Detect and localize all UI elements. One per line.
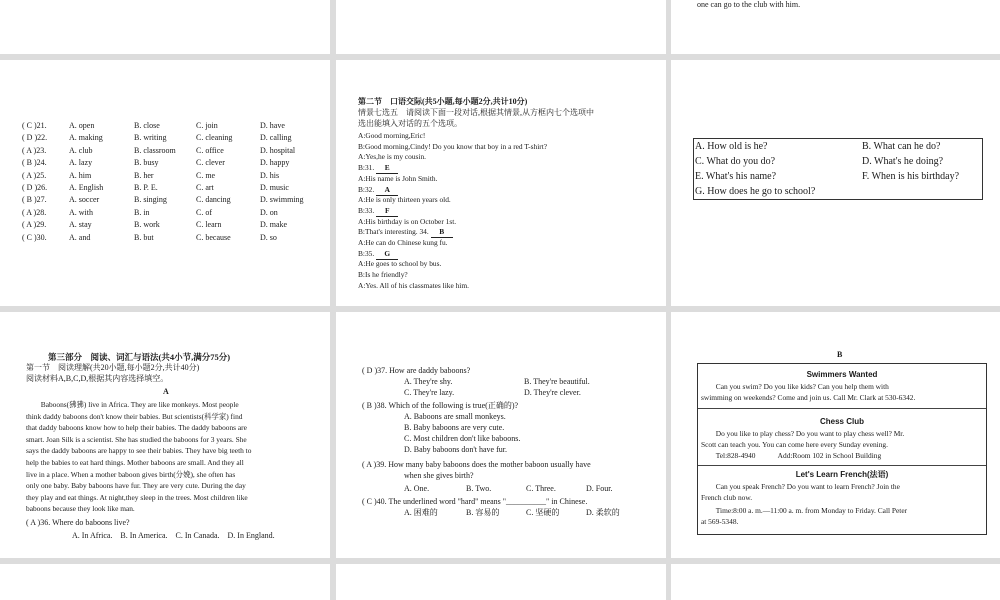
dialog-line-text: B:31. <box>358 163 375 173</box>
option-d: D. What's he doing? <box>862 156 944 167</box>
reading-subheading: 第一节 阅读理解(共20小题,每小题2分,共计40分) <box>26 363 200 372</box>
mc-option: B. classroom <box>134 145 176 155</box>
mc-option: C. because <box>196 232 231 242</box>
page-top-left <box>0 0 330 54</box>
mc-option: D. so <box>260 232 277 242</box>
mc-answer-key: ( B )27. <box>22 195 47 205</box>
mc-option: B. busy <box>134 158 159 168</box>
page-options <box>671 60 1000 306</box>
dialog-line <box>358 131 425 141</box>
dialog-line <box>358 227 453 238</box>
dialog-line-text: A:Yes,he is my cousin. <box>358 152 427 162</box>
reading-passage-line: help the babies to eat hard things. Mother baboons are small. And they all <box>26 458 244 467</box>
mc-option: C. cleaning <box>196 133 233 143</box>
reading-passage-line: says the daddy baboons are happy to see their babies. They have big teeth to <box>26 446 252 456</box>
reading-passage-line: they play and eat things. At night,they sleep in the trees. Most children like <box>26 492 248 502</box>
dialog-line <box>358 185 398 196</box>
dialog-heading: 第二节 口语交际(共5小题,每小题2分,共计10分) <box>358 97 528 106</box>
option-g: G. How does he go to school? <box>695 186 816 197</box>
options-box <box>693 138 983 200</box>
french-line-1: Can you speak French? Do you want to learn French? Join the <box>701 482 900 491</box>
mc-option: C. dancing <box>196 195 231 205</box>
mc-option: A. him <box>69 170 92 180</box>
mc-answer-key: ( D )22. <box>22 133 48 143</box>
option-c: C. What do you do? <box>695 156 776 167</box>
dialog-line-text: A:He can do Chinese kung fu. <box>358 238 448 247</box>
reading-passage-line: live in a place. When a mother baboon gives birth(分娩), she often has <box>26 469 236 479</box>
swim-title: Swimmers Wanted <box>806 370 878 379</box>
option-b: B. What can he do? <box>862 141 941 152</box>
dialog-line <box>358 206 398 217</box>
mc-answer-key: ( A )29. <box>22 220 47 230</box>
question-38: ( B )38. Which of the following is true(正确的)? <box>362 401 519 410</box>
page-ads <box>671 312 1000 558</box>
dialog-answer-blank: A <box>376 185 398 196</box>
question-40: ( C )40. The underlined word "hard" means "__________" in Chinese. <box>362 497 588 506</box>
chess-line-2: Scott can teach you. You can come here every Sunday evening. <box>701 440 888 449</box>
page-dialog <box>336 60 666 306</box>
mc-option: D. have <box>260 121 285 130</box>
mc-option: B. work <box>134 220 160 230</box>
option-f: F. When is his birthday? <box>862 171 960 182</box>
mc-option: D. calling <box>260 133 292 143</box>
dialog-instruction-1: 情景七选五 请阅读下面一段对话,根据其情景,从方框内七个选项中 <box>358 108 594 117</box>
dialog-answer-blank: F <box>376 206 398 217</box>
question-39-cont: when she gives birth? <box>404 471 474 480</box>
q38-option-d: D. Baby baboons don't have fur. <box>404 445 507 454</box>
dialog-line-text: A:Yes. All of his classmates like him. <box>358 280 469 290</box>
mc-option: D. music <box>260 183 289 192</box>
chess-line-3: Tel:828-4940 Add:Room 102 in School Building <box>701 451 882 460</box>
mc-option: B. but <box>134 232 154 242</box>
dialog-line-text: B:32. <box>358 184 375 194</box>
mc-answer-key: ( B )24. <box>22 158 47 168</box>
option-a: A. How old is he? <box>695 141 768 152</box>
dialog-line <box>358 174 437 184</box>
q39-option-c: C. Three. <box>526 484 556 493</box>
dialog-line <box>358 195 451 205</box>
dialog-line-text: A:He is only thirteen years old. <box>358 195 451 205</box>
french-line-3: Time:8:00 a. m.—11:00 a. m. from Monday to Friday. Call Peter <box>701 506 908 515</box>
mc-option: D. on <box>260 207 278 217</box>
dialog-line <box>358 238 448 248</box>
mc-answer-key: ( A )23. <box>22 145 47 155</box>
reading-passage-line: that daddy baboons know how to help their babies. The daddy baboons are <box>26 423 247 433</box>
dialog-line-text: B:Good morning,Cindy! Do you know that boy in a red T-shirt? <box>358 141 548 151</box>
dialog-line <box>358 281 469 291</box>
page-bottom-right <box>671 564 1000 600</box>
q37-option-d: D. They're clever. <box>524 388 581 397</box>
mc-option: C. join <box>196 121 218 130</box>
dialog-line <box>358 163 398 174</box>
ads-label-b: B <box>837 350 843 359</box>
mc-answer-key: ( C )21. <box>22 121 47 130</box>
mc-option: D. his <box>260 170 280 180</box>
dialog-line <box>358 249 398 260</box>
mc-option: C. art <box>196 183 214 192</box>
q37-option-b: B. They're beautiful. <box>524 377 590 386</box>
mc-answer-key: ( D )26. <box>22 183 48 192</box>
q39-option-d: D. Four. <box>586 484 613 493</box>
q40-option-d: D. 柔软的 <box>586 508 620 517</box>
q40-option-c: C. 坚硬的 <box>526 508 560 517</box>
page-reading <box>0 312 330 558</box>
question-36-options: A. In Africa. B. In America. C. In Canada. D. In England. <box>72 531 275 540</box>
mc-option: A. soccer <box>69 195 100 205</box>
mc-option: A. club <box>69 145 93 155</box>
dialog-line-text: A:Good morning,Eric! <box>358 131 426 140</box>
mc-option: A. and <box>69 232 91 242</box>
french-line-2: French club now. <box>701 493 753 502</box>
mc-answer-key: ( A )28. <box>22 207 47 217</box>
ads-box <box>697 363 987 535</box>
mc-option: A. English <box>69 183 104 192</box>
chess-title: Chess Club <box>819 417 864 426</box>
dialog-line <box>358 142 547 152</box>
reading-label-a: A <box>163 387 169 396</box>
reading-heading: 第三部分 阅读、词汇与语法(共4小节,满分75分) <box>48 352 231 362</box>
mc-option: B. her <box>134 170 154 180</box>
dialog-line <box>358 259 441 269</box>
swim-line-1: Can you swim? Do you like kids? Can you help them with <box>701 382 889 391</box>
dialog-line <box>358 217 456 227</box>
ads-divider-1 <box>698 408 986 409</box>
dialog-instruction-2: 选出能填入对话的五个选项。 <box>358 119 462 128</box>
reading-passage-line: smart. Joan Silk is a scientist. She has studied the baboons for 3 years. She <box>26 434 247 444</box>
swim-line-2: swimming on weekends? Come and join us. Call Mr. Clark at 530-6342. <box>701 393 916 402</box>
mc-answer-key: ( C )30. <box>22 232 47 242</box>
top-right-text: one can go to the club with him. <box>697 0 801 9</box>
mc-option: A. stay <box>69 220 92 230</box>
q39-option-a: A. One. <box>404 484 430 493</box>
dialog-line <box>358 270 408 280</box>
reading-passage-line: baboons because they look like man. <box>26 504 135 514</box>
mc-option: A. making <box>69 133 103 143</box>
dialog-line-text: B:That's interesting. 34. <box>358 227 429 237</box>
mc-answer-key: ( A )25. <box>22 170 47 180</box>
mc-option: C. me <box>196 170 216 180</box>
reading-passage-line: only one baby. Baby baboons have fur. They are very cute. During the day <box>26 481 246 491</box>
dialog-answer-blank: B <box>431 227 453 238</box>
q39-option-b: B. Two. <box>466 484 492 493</box>
q40-option-a: A. 困难的 <box>404 508 438 517</box>
ads-divider-2 <box>698 465 986 466</box>
chess-line-1: Do you like to play chess? Do you want to play chess well? Mr. <box>701 429 905 438</box>
q38-option-b: B. Baby baboons are very cute. <box>404 423 505 432</box>
page-questions <box>336 312 666 558</box>
mc-option: D. hospital <box>260 145 296 155</box>
mc-option: B. writing <box>134 133 167 143</box>
page-bottom-left <box>0 564 330 600</box>
mc-option: C. office <box>196 145 224 155</box>
mc-option: B. in <box>134 207 150 217</box>
reading-passage-line: think daddy baboons don't know their babies. But scientists(科学家) find <box>26 411 243 421</box>
question-36: ( A )36. Where do baboons live? <box>26 518 130 527</box>
mc-option: A. open <box>69 121 95 130</box>
mc-option: B. close <box>134 121 160 130</box>
mc-option: D. make <box>260 220 288 230</box>
q38-option-a: A. Baboons are small monkeys. <box>404 412 506 421</box>
page-bottom-middle <box>336 564 666 600</box>
page-mc-21-30 <box>0 60 330 306</box>
question-37: ( D )37. How are daddy baboons? <box>362 366 471 375</box>
mc-option: D. swimming <box>260 195 304 205</box>
q37-option-c: C. They're lazy. <box>404 388 455 397</box>
mc-option: A. with <box>69 207 93 217</box>
dialog-line-text: B:33. <box>358 205 375 215</box>
french-line-4: at 569-5348. <box>701 517 739 526</box>
q40-option-b: B. 容易的 <box>466 508 500 517</box>
question-39: ( A )39. How many baby baboons does the mother baboon usually have <box>362 460 591 469</box>
mc-option: A. lazy <box>69 158 93 168</box>
mc-option: B. singing <box>134 195 167 205</box>
mc-option: C. of <box>196 207 212 217</box>
page-top-right <box>671 0 1000 54</box>
mc-option: C. clever <box>196 158 225 168</box>
dialog-answer-blank: E <box>376 163 398 174</box>
mc-option: C. learn <box>196 220 222 230</box>
dialog-line-text: A:He goes to school by bus. <box>358 259 442 269</box>
dialog-line-text: B:35. <box>358 248 375 258</box>
page-top-middle <box>336 0 666 54</box>
q37-option-a: A. They're shy. <box>404 377 453 386</box>
q38-option-c: C. Most children don't like baboons. <box>404 434 521 443</box>
french-title: Let's Learn French(法语) <box>795 470 889 479</box>
mc-option: B. P. E. <box>134 183 158 192</box>
reading-instruction: 阅读材料A,B,C,D,根据其内容选择填空。 <box>26 374 169 383</box>
dialog-line-text: B:Is he friendly? <box>358 270 408 280</box>
reading-passage-line: Baboons(狒狒) live in Africa. They are like monkeys. Most people <box>26 400 239 409</box>
dialog-answer-blank: G <box>376 249 398 260</box>
dialog-line <box>358 152 426 162</box>
dialog-line-text: A:His birthday is on October 1st. <box>358 216 457 226</box>
option-e: E. What's his name? <box>695 171 777 182</box>
dialog-line-text: A:His name is John Smith. <box>358 173 438 183</box>
mc-option: D. happy <box>260 158 290 168</box>
